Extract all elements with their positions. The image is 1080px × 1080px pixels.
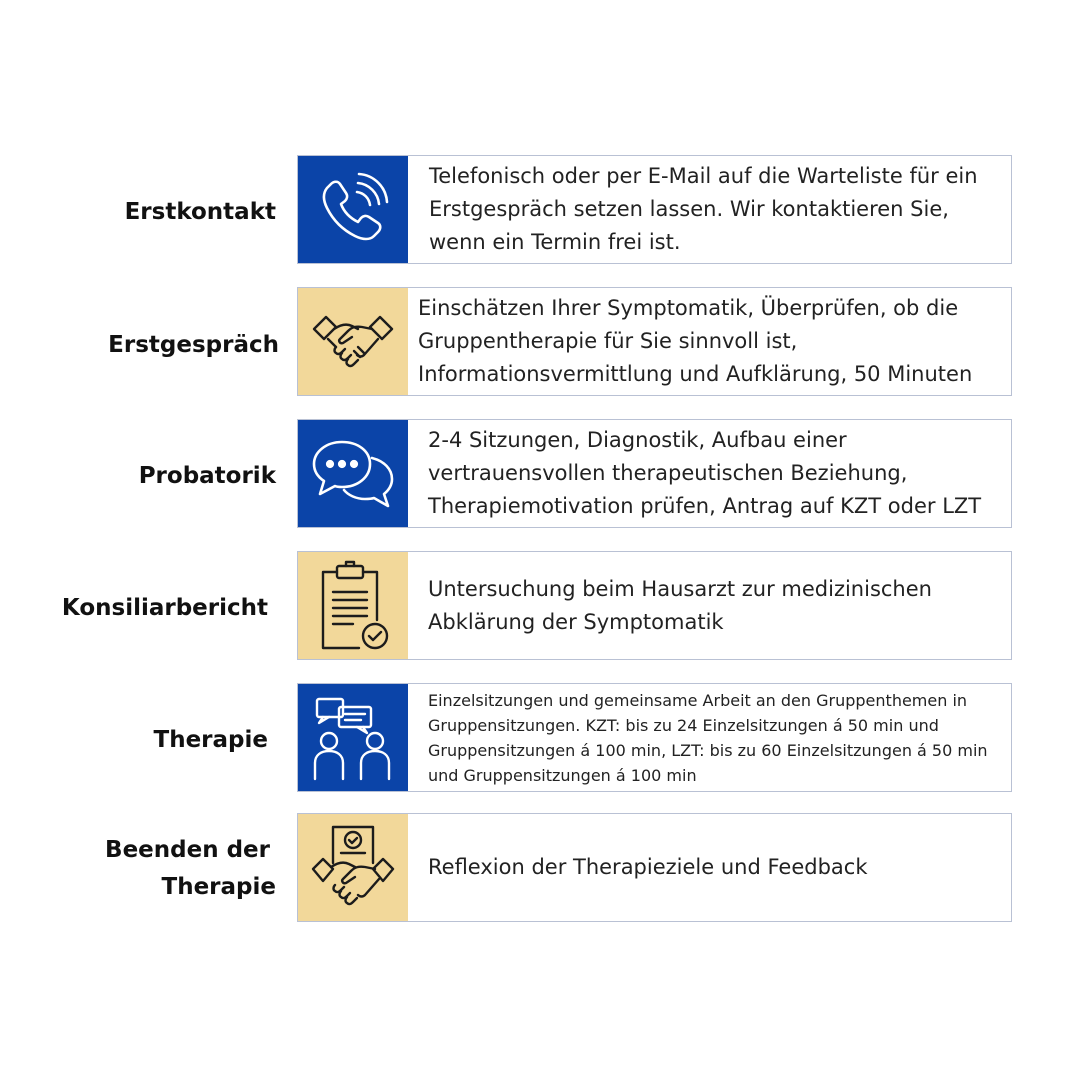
- step-card-konsiliarbericht: [297, 551, 1012, 660]
- step-icon-panel: [298, 684, 408, 791]
- step-description: Untersuchung beim Hausarzt zur medizinischen Abklärung der Symptomatik: [428, 576, 932, 634]
- step-label-beenden: Beenden der Therapie: [105, 837, 276, 900]
- step-label-konsiliarbericht: Konsiliarbericht: [61, 595, 268, 621]
- step-icon-panel: [298, 420, 408, 527]
- step-description: 2-4 Sitzungen, Diagnostik, Aufbau einer vertrauensvollen therapeutischen Beziehung, Therapiemotivation prüfen, Antrag auf KZT oder LZT: [428, 428, 982, 518]
- step-label-therapie: Therapie: [153, 727, 268, 753]
- step-description: Reflexion der Therapieziele und Feedback: [428, 855, 868, 879]
- chat-bubbles-icon: [308, 434, 398, 514]
- step-icon-panel: [298, 288, 408, 395]
- step-description: Einzelsitzungen und gemeinsame Arbeit an den Gruppenthemen in Gruppensitzungen. KZT: bis zu 24 Einzelsitzungen á 50 min und Gruppensitzungen á 100 min, LZT: bis zu 60 Einzelsitzungen á 50 min und Gruppensitzungen á 100 min: [428, 690, 988, 785]
- handshake-icon: [310, 307, 396, 377]
- step-card-beenden: [297, 813, 1012, 922]
- step-icon-panel: [298, 552, 408, 659]
- step-label-erstgespraech: Erstgespräch: [108, 332, 279, 358]
- clipboard-check-icon: [313, 558, 393, 654]
- step-icon-panel: [298, 156, 408, 263]
- step-card-probatorik: [297, 419, 1012, 528]
- step-label-erstkontakt: Erstkontakt: [124, 199, 276, 225]
- step-description: Telefonisch oder per E-Mail auf die Warteliste für ein Erstgespräch setzen lassen. Wir kontaktieren Sie, wenn ein Termin frei ist.: [429, 164, 978, 254]
- step-label-probatorik: Probatorik: [138, 463, 276, 489]
- step-card-therapie: [297, 683, 1012, 792]
- step-card-erstgespraech: [297, 287, 1012, 396]
- phone-icon: [313, 170, 393, 250]
- two-people-chat-icon: [311, 693, 395, 783]
- handshake-document-icon: [309, 823, 397, 913]
- step-card-erstkontakt: [297, 155, 1012, 264]
- step-description: Einschätzen Ihrer Symptomatik, Überprüfen, ob die Gruppentherapie für Sie sinnvoll ist, Informationsvermittlung und Aufklärung, 50 Minuten: [418, 296, 973, 386]
- step-icon-panel: [298, 814, 408, 921]
